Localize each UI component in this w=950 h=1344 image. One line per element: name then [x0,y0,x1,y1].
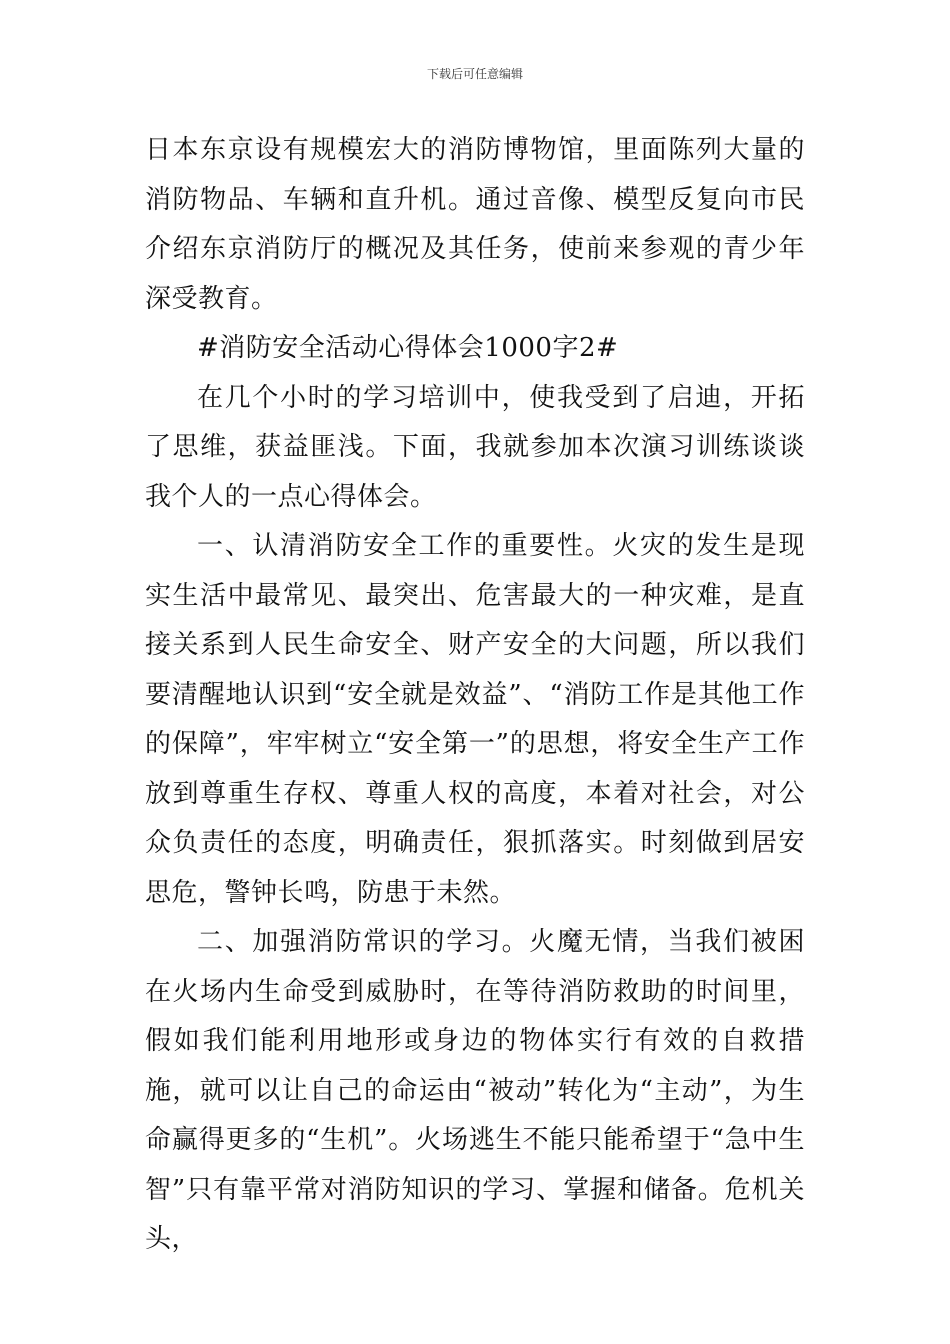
paragraph-4: 二、加强消防常识的学习。火魔无情，当我们被困在火场内生命受到威胁时，在等待消防救助的时间里，假如我们能利用地形或身边的物体实行有效的自救措施，就可以让自己的命运由“被动”转化为“主动”，为生命赢得更多的“生机”。火场逃生不能只能希望于“急中生智”只有靠平常对消防知识的学习、掌握和储备。危机关头， [145,927,805,1254]
section-heading: #消防安全活动心得体会1000字2# [197,333,619,363]
page-header: 下载后可任意编辑 [426,67,523,81]
paragraph-1: 日本东京设有规模宏大的消防博物馆，里面陈列大量的消防物品、车辆和直升机。通过音像、模型反复向市民介绍东京消防厅的概况及其任务，使前来参观的青少年深受教育。 [145,135,805,314]
document-body [145,126,805,1265]
paragraph-2: 在几个小时的学习培训中，使我受到了启迪，开拓了思维，获益匪浅。下面，我就参加本次演习训练谈谈我个人的一点心得体会。 [145,382,805,512]
paragraph-3: 一、认清消防安全工作的重要性。火灾的发生是现实生活中最常见、最突出、危害最大的一种灾难，是直接关系到人民生命安全、财产安全的大问题，所以我们要清醒地认识到“安全就是效益”、“消防工作是其他工作的保障”，牢牢树立“安全第一”的思想，将安全生产工作放到尊重生存权、尊重人权的高度，本着对社会，对公众负责任的态度，明确责任，狠抓落实。时刻做到居安思危，警钟长鸣，防患于未然。 [145,531,805,908]
